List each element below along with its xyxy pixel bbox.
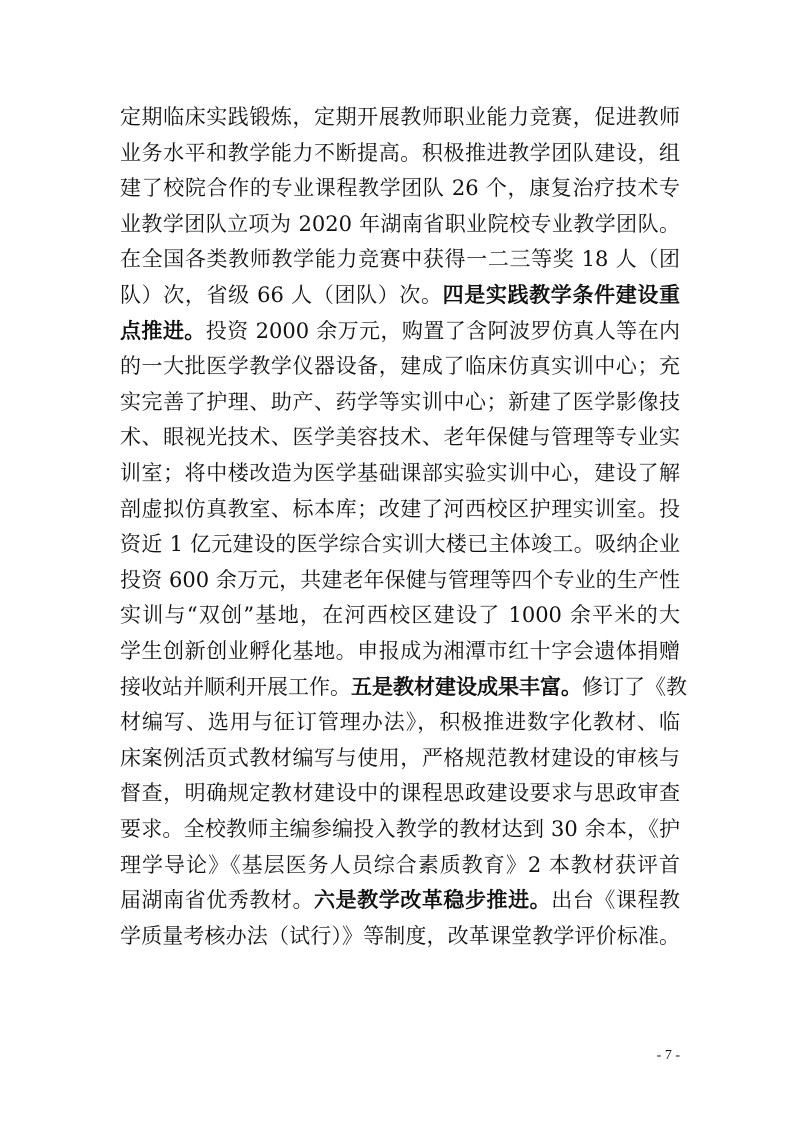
text-segment: 投资 600 余万元，共建老年保健与管理等四个专业的生产性: [120, 567, 680, 592]
text-line: [120, 598, 680, 632]
text-line: [120, 420, 680, 454]
text-line: [120, 385, 680, 419]
text-line: [120, 776, 680, 810]
text-segment: 业教学团队立项为 2020 年湖南省职业院校专业教学团队。: [120, 211, 680, 236]
text-segment: 术、眼视光技术、医学美容技术、老年保健与管理等专业实: [120, 425, 680, 450]
bold-text-segment: 五是教材建设成果丰富。: [351, 674, 582, 699]
text-segment: 修订了《教: [582, 674, 687, 699]
text-line: [120, 527, 680, 561]
text-segment: 出台《课程教: [551, 888, 681, 913]
text-segment: 要求。全校教师主编参编投入教学的教材达到 30 余本，《护: [120, 817, 680, 841]
text-segment: 理学导论》《基层医务人员综合素质教育》2 本教材获评首: [120, 852, 680, 877]
text-segment: 队）次，省级 66 人（团队）次。: [120, 283, 443, 307]
text-segment: 实完善了护理、助产、药学等实训中心；新建了医学影像技: [120, 389, 680, 414]
text-segment: 建了校院合作的专业课程教学团队 26 个，康复治疗技术专: [120, 176, 680, 201]
bold-text-segment: 点推进。: [120, 318, 206, 343]
text-segment: 业务水平和教学能力不断提高。积极推进教学团队建设，组: [120, 140, 680, 165]
text-segment: 的一大批医学教学仪器设备，建成了临床仿真实训中心；充: [120, 354, 680, 379]
text-segment: 在全国各类教师教学能力竞赛中获得一二三等奖 18 人（团: [120, 247, 680, 272]
text-segment: 学质量考核办法（试行）》等制度，改革课堂教学评价标准。: [120, 923, 680, 948]
bold-text-segment: 四是实践教学条件建设重: [442, 283, 680, 307]
text-segment: 训室；将中楼改造为医学基础课部实验实训中心，建设了解: [120, 461, 680, 485]
text-segment: 资近 1 亿元建设的医学综合实训大楼已主体竣工。吸纳企业: [120, 532, 680, 557]
text-segment: 剖虚拟仿真教室、标本库；改建了河西校区护理实训室。投: [120, 496, 680, 521]
bold-text-segment: 六是教学改革稳步推进。: [314, 888, 552, 913]
text-segment: 床案例活页式教材编写与使用，严格规范教材建设的审核与: [120, 745, 680, 770]
text-line: [120, 314, 680, 348]
text-line: [120, 349, 680, 383]
text-segment: 接收站并顺利开展工作。: [120, 674, 351, 699]
page-number: - 7 -: [656, 1048, 680, 1063]
text-line: [120, 705, 680, 739]
text-line: [120, 242, 680, 276]
text-line: [120, 634, 680, 668]
text-line: [120, 207, 680, 241]
text-line: [120, 741, 680, 775]
text-line: [120, 670, 687, 704]
text-segment: 督查，明确规定教材建设中的课程思政建设要求与思政审查: [120, 781, 680, 806]
text-line: [120, 563, 680, 597]
text-line: [120, 136, 680, 170]
text-line: [120, 100, 680, 134]
text-segment: 学生创新创业孵化基地。申报成为湘潭市红十字会遗体捐赠: [120, 639, 680, 663]
text-line: [120, 812, 680, 846]
text-segment: 投资 2000 余万元，购置了含阿波罗仿真人等在内: [205, 318, 680, 343]
text-line: [120, 919, 680, 953]
text-line: [120, 883, 680, 917]
text-segment: 届湖南省优秀教材。: [120, 888, 315, 913]
text-line: [120, 492, 680, 526]
text-segment: 实训与“双创”基地，在河西校区建设了 1000 余平米的大: [120, 603, 680, 628]
text-line: [120, 171, 680, 205]
text-line: [120, 848, 680, 882]
text-line: [120, 278, 680, 312]
text-segment: 定期临床实践锻炼，定期开展教师职业能力竞赛，促进教师: [120, 105, 680, 129]
text-segment: 材编写、选用与征订管理办法》，积极推进数字化教材、临: [120, 710, 680, 735]
text-line: [120, 456, 680, 490]
